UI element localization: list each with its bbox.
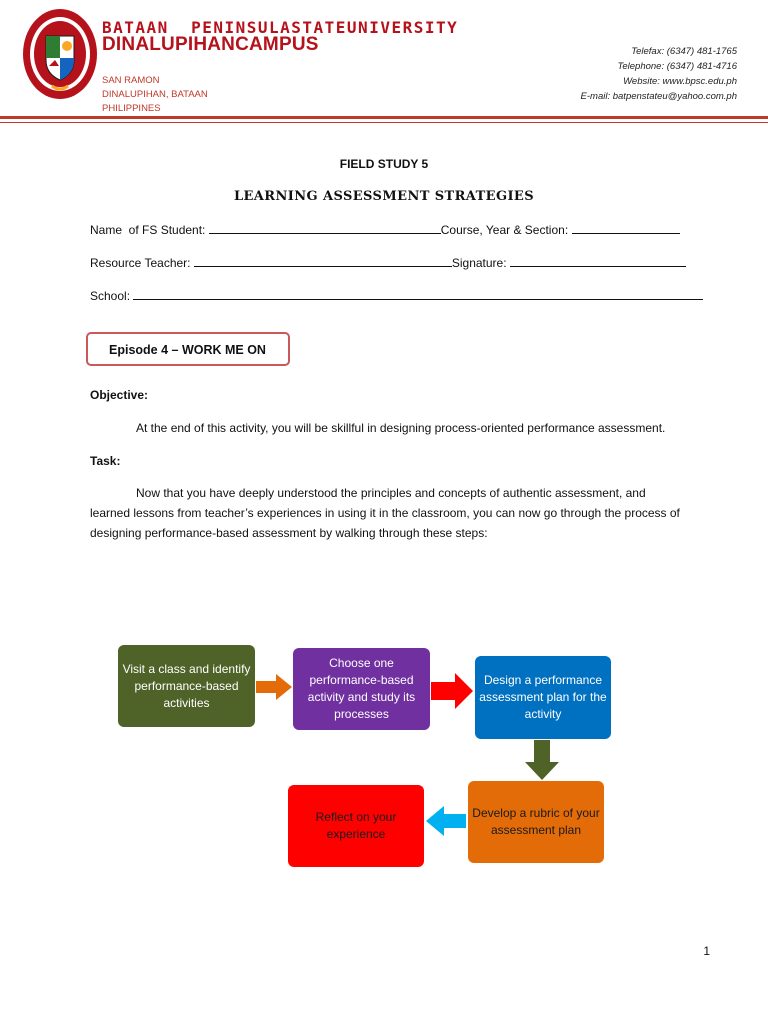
course-label: Course, Year & Section: — [440, 223, 569, 237]
university-seal-logo — [22, 8, 98, 100]
episode-box — [86, 332, 290, 366]
arrow-right-icon — [256, 672, 292, 702]
name-blank[interactable] — [209, 222, 441, 234]
signature-blank[interactable] — [510, 255, 686, 267]
flow-step-visit-class: Visit a class and identify performance-based activities — [118, 645, 255, 727]
header-rule-thin — [0, 122, 768, 123]
address-line: PHILIPPINES — [102, 103, 161, 114]
task-text-line: learned lessons from teacher’s experiences in using it in the classroom, you can now go through the process of — [90, 506, 680, 520]
signature-label: Signature: — [451, 256, 507, 270]
teacher-label: Resource Teacher: — [90, 256, 191, 270]
main-title: LEARNING ASSESSMENT STRATEGIES — [233, 189, 535, 204]
task-text-line: designing performance-based assessment by walking through these steps: — [90, 526, 488, 540]
flow-step-develop-rubric: Develop a rubric of your assessment plan — [468, 781, 604, 863]
university-address — [102, 74, 208, 116]
arrow-right-icon — [431, 673, 473, 709]
address-line: SAN RAMON — [102, 75, 160, 86]
email: E-mail: batpenstateu@yahoo.com.ph — [580, 91, 737, 102]
university-name: BATAAN PENINSULASTATEUNIVERSITY — [102, 18, 459, 37]
telefax: Telefax: (6347) 481-1765 — [631, 46, 737, 57]
school-blank[interactable] — [133, 288, 703, 300]
flow-step-reflect: Reflect on your experience — [288, 785, 424, 867]
episode-title: Episode 4 – WORK ME ON — [109, 343, 266, 357]
page-number: 1 — [703, 944, 710, 958]
teacher-blank[interactable] — [194, 255, 452, 267]
course-blank[interactable] — [572, 222, 680, 234]
contact-info — [581, 44, 737, 104]
form-row-name — [90, 222, 680, 237]
form-row-teacher — [90, 255, 686, 270]
address-line: DINALUPIHAN, BATAAN — [102, 89, 208, 100]
course-title: FIELD STUDY 5 — [339, 157, 429, 171]
task-text-line: Now that you have deeply understood the principles and concepts of authentic assessment, and — [136, 486, 646, 500]
objective-label: Objective: — [90, 388, 149, 402]
header-rule-thick — [0, 116, 768, 119]
arrow-left-icon — [426, 806, 466, 836]
task-label: Task: — [90, 454, 121, 468]
name-label: Name of FS Student: — [90, 223, 206, 237]
campus-name: DINALUPIHANCAMPUS — [102, 34, 319, 55]
telephone: Telephone: (6347) 481-4716 — [617, 61, 737, 72]
website: Website: www.bpsc.edu.ph — [623, 76, 737, 87]
form-row-school — [90, 288, 703, 303]
arrow-down-icon — [525, 740, 559, 780]
objective-text: At the end of this activity, you will be skillful in designing process-oriented performance assessment. — [136, 421, 666, 435]
flow-step-choose-activity: Choose one performance-based activity and study its processes — [293, 648, 430, 730]
flow-step-design-plan: Design a performance assessment plan for the activity — [475, 656, 611, 739]
school-label: School: — [90, 289, 131, 303]
